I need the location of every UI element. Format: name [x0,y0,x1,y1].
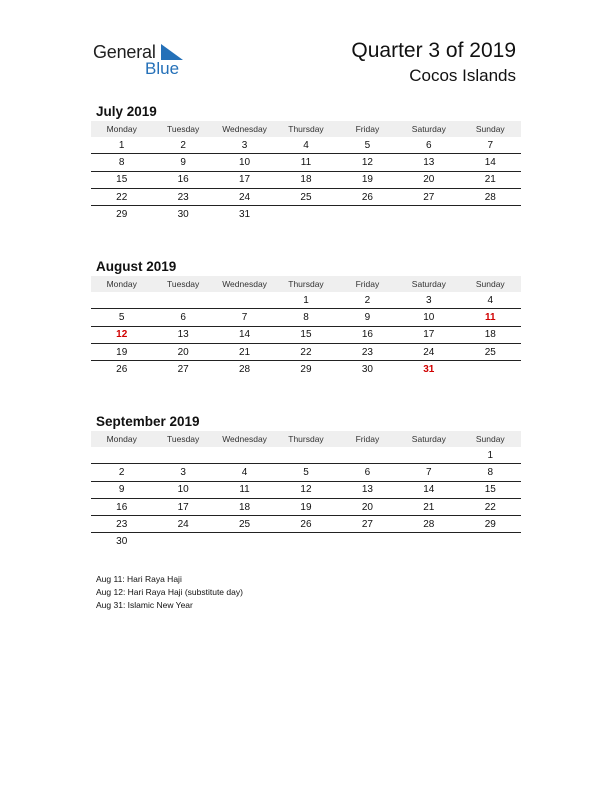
empty-day-cell [214,292,275,309]
day-cell: 13 [152,326,213,343]
weekday-header: Saturday [398,121,459,137]
weekday-header: Monday [91,121,152,137]
day-cell: 15 [460,481,521,498]
week-row [91,464,521,481]
week-row [91,206,521,223]
empty-day-cell [214,533,275,550]
weekday-header: Monday [91,276,152,292]
day-cell: 9 [91,481,152,498]
day-cell: 23 [152,188,213,205]
day-cell: 3 [152,464,213,481]
month-title: August 2019 [96,259,177,274]
day-cell: 6 [152,309,213,326]
day-cell: 15 [91,171,152,188]
logo-text-general: General [93,42,156,62]
day-cell: 26 [275,516,336,533]
empty-day-cell [91,292,152,309]
day-cell: 5 [91,309,152,326]
holiday-notes [96,573,243,612]
day-cell: 25 [214,516,275,533]
weekday-header: Thursday [275,431,336,447]
day-cell: 2 [337,292,398,309]
day-cell: 17 [398,326,459,343]
week-row [91,326,521,343]
day-cell: 27 [337,516,398,533]
calendar-table [91,121,521,222]
day-cell: 18 [460,326,521,343]
day-cell: 26 [337,188,398,205]
day-cell: 3 [398,292,459,309]
day-cell: 24 [214,188,275,205]
holiday-note: Aug 12: Hari Raya Haji (substitute day) [96,587,243,597]
week-row [91,361,521,378]
month-title: September 2019 [96,414,200,429]
day-cell: 6 [398,137,459,154]
weekday-header: Wednesday [214,276,275,292]
day-cell: 29 [300,363,312,375]
weekday-header: Tuesday [152,276,213,292]
logo-triangle-icon [161,44,183,60]
logo-text-blue: Blue [145,59,180,78]
day-cell: 27 [398,188,459,205]
day-cell: 30 [361,363,373,375]
weekday-header-row [91,276,521,292]
day-cell: 18 [275,171,336,188]
day-cell: 25 [460,343,521,360]
week-row [91,533,521,550]
day-cell: 23 [337,343,398,360]
empty-day-cell [337,533,398,550]
day-cell: 11 [214,481,275,498]
day-cell: 4 [460,292,521,309]
day-cell: 22 [91,188,152,205]
day-cell: 12 [275,481,336,498]
day-cell: 16 [152,171,213,188]
day-cell: 12 [91,326,152,343]
generalblue-logo [93,42,193,82]
week-row [91,481,521,498]
day-cell: 16 [91,498,152,515]
day-cell: 28 [238,363,251,375]
day-cell: 10 [214,154,275,171]
day-cell: 26 [116,363,128,375]
day-cell: 1 [460,447,521,464]
day-cell: 8 [91,154,152,171]
weekday-header: Wednesday [214,431,275,447]
day-cell: 29 [116,208,128,220]
day-cell: 20 [337,498,398,515]
day-cell: 13 [398,154,459,171]
day-cell: 8 [460,464,521,481]
day-cell: 14 [460,154,521,171]
day-cell: 6 [337,464,398,481]
weekday-header: Wednesday [214,121,275,137]
weekday-header: Friday [337,431,398,447]
week-row [91,343,521,360]
day-cell: 21 [398,498,459,515]
week-row [91,171,521,188]
day-cell: 7 [460,137,521,154]
empty-day-cell [152,447,213,464]
empty-day-cell [275,447,336,464]
day-cell: 5 [337,137,398,154]
day-cell: 14 [214,326,275,343]
weekday-header: Saturday [398,276,459,292]
day-cell: 18 [214,498,275,515]
week-row [91,137,521,154]
empty-day-cell [337,206,398,223]
month-block-july [91,103,521,222]
calendar-table [91,276,521,377]
day-cell: 30 [116,536,128,548]
day-cell: 19 [275,498,336,515]
weekday-header: Monday [91,431,152,447]
empty-day-cell [275,533,336,550]
day-cell: 22 [275,343,336,360]
day-cell: 28 [460,188,521,205]
empty-day-cell [398,206,459,223]
week-row [91,309,521,326]
empty-day-cell [91,447,152,464]
day-cell: 3 [214,137,275,154]
day-cell: 11 [460,309,521,326]
day-cell: 20 [398,171,459,188]
calendar-table [91,431,521,550]
weekday-header: Tuesday [152,431,213,447]
day-cell: 10 [398,309,459,326]
weekday-header: Sunday [460,121,521,137]
week-row [91,447,521,464]
day-cell: 27 [177,363,189,375]
day-cell: 13 [337,481,398,498]
empty-day-cell [214,447,275,464]
weekday-header: Saturday [398,431,459,447]
empty-day-cell [398,447,459,464]
week-row [91,516,521,533]
day-cell: 4 [275,137,336,154]
weekday-header: Thursday [275,121,336,137]
day-cell: 24 [398,343,459,360]
day-cell: 17 [214,171,275,188]
page-subtitle: Cocos Islands [409,66,516,85]
month-block-august [91,258,521,377]
day-cell: 9 [152,154,213,171]
day-cell: 15 [275,326,336,343]
day-cell: 19 [337,171,398,188]
week-row [91,188,521,205]
weekday-header: Thursday [275,276,336,292]
week-row [91,292,521,309]
day-cell: 5 [275,464,336,481]
day-cell: 1 [91,137,152,154]
day-cell: 23 [91,516,152,533]
day-cell: 21 [214,343,275,360]
day-cell: 22 [460,498,521,515]
day-cell: 31 [423,363,435,375]
weekday-header: Sunday [460,431,521,447]
week-row [91,498,521,515]
day-cell: 12 [337,154,398,171]
empty-day-cell [460,533,521,550]
empty-day-cell [398,533,459,550]
day-cell: 8 [275,309,336,326]
weekday-header: Friday [337,276,398,292]
day-cell: 9 [337,309,398,326]
day-cell: 1 [275,292,336,309]
empty-day-cell [460,361,521,378]
day-cell: 21 [460,171,521,188]
holiday-note: Aug 11: Hari Raya Haji [96,574,182,584]
month-title: July 2019 [96,104,157,119]
day-cell: 30 [177,208,189,220]
day-cell: 31 [238,208,251,220]
day-cell: 7 [214,309,275,326]
day-cell: 10 [152,481,213,498]
day-cell: 29 [460,516,521,533]
page-title: Quarter 3 of 2019 [351,39,516,62]
day-cell: 4 [214,464,275,481]
weekday-header: Friday [337,121,398,137]
month-block-september [91,413,521,550]
empty-day-cell [460,206,521,223]
day-cell: 28 [398,516,459,533]
day-cell: 24 [152,516,213,533]
week-row [91,154,521,171]
empty-day-cell [152,533,213,550]
day-cell: 16 [337,326,398,343]
day-cell: 2 [91,464,152,481]
day-cell: 2 [152,137,213,154]
day-cell: 14 [398,481,459,498]
day-cell: 20 [152,343,213,360]
empty-day-cell [152,292,213,309]
weekday-header-row [91,121,521,137]
day-cell: 19 [91,343,152,360]
day-cell: 11 [275,154,336,171]
day-cell: 17 [152,498,213,515]
weekday-header-row [91,431,521,447]
empty-day-cell [337,447,398,464]
holiday-note: Aug 31: Islamic New Year [96,600,193,610]
empty-day-cell [275,206,336,223]
day-cell: 7 [398,464,459,481]
weekday-header: Sunday [460,276,521,292]
weekday-header: Tuesday [152,121,213,137]
day-cell: 25 [275,188,336,205]
